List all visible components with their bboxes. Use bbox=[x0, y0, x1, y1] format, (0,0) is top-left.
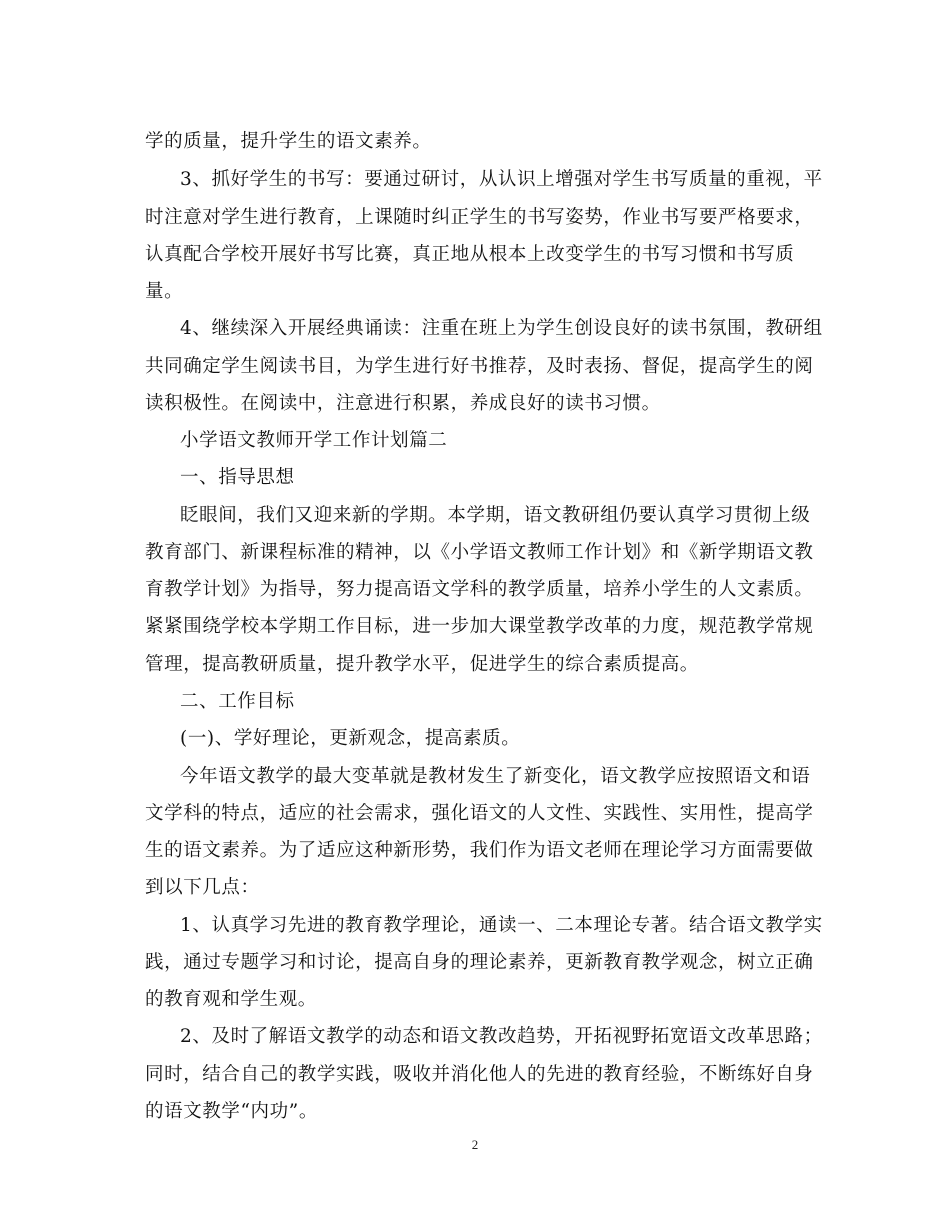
page-number: 2 bbox=[471, 1137, 479, 1152]
heading-guiding-thought: 一、指导思想 bbox=[180, 467, 295, 488]
paragraph-line: 1、认真学习先进的教育教学理论，通读一、二本理论专著。结合语文教学实 bbox=[180, 915, 823, 936]
text-line: 的语文教学“内功”。 bbox=[145, 1101, 318, 1122]
text-line: 读积极性。在阅读中，注意进行积累，养成良好的读书习惯。 bbox=[145, 393, 661, 414]
paragraph-line: 今年语文教学的最大变革就是教材发生了新变化，语文教学应按照语文和语 bbox=[180, 766, 811, 787]
paragraph-line: 2、及时了解语文教学的动态和语文教改趋势，开拓视野拓宽语文改革思路； bbox=[180, 1026, 823, 1047]
heading-work-goals: 二、工作目标 bbox=[180, 691, 295, 712]
text-line: 紧紧围绕学校本学期工作目标，进一步加大课堂教学改革的力度，规范教学常规 bbox=[145, 616, 814, 637]
text-line: 践，通过专题学习和讨论，提高自身的理论素养，更新教育教学观念，树立正确 bbox=[145, 952, 814, 973]
text-line: 教育部门、新课程标准的精神，以《小学语文教师工作计划》和《新学期语文教 bbox=[145, 542, 814, 563]
paragraph-line: 眨眼间，我们又迎来新的学期。本学期，语文教研组仍要认真学习贯彻上级 bbox=[180, 505, 811, 526]
text-line: 的教育观和学生观。 bbox=[145, 989, 317, 1010]
text-line: 学的质量，提升学生的语文素养。 bbox=[145, 131, 432, 152]
subheading: (一)、学好理论，更新观念，提高素质。 bbox=[180, 728, 521, 749]
text-line: 量。 bbox=[145, 281, 184, 302]
text-line: 时注意对学生进行教育，上课随时纠正学生的书写姿势，作业书写要严格要求， bbox=[145, 207, 814, 228]
text-line: 到以下几点： bbox=[145, 877, 260, 898]
text-line: 认真配合学校开展好书写比赛，真正地从根本上改变学生的书写习惯和书写质 bbox=[145, 244, 795, 265]
text-line: 文学科的特点，适应的社会需求，强化语文的人文性、实践性、实用性，提高学 bbox=[145, 803, 814, 824]
paragraph-line: 4、继续深入开展经典诵读：注重在班上为学生创设良好的读书氛围，教研组 bbox=[180, 318, 823, 339]
text-line: 育教学计划》为指导，努力提高语文学科的教学质量，培养小学生的人文素质。 bbox=[145, 579, 814, 600]
paragraph-line: 3、抓好学生的书写：要通过研讨，从认识上增强对学生书写质量的重视，平 bbox=[180, 169, 823, 190]
text-line: 生的语文素养。为了适应这种新形势，我们作为语文老师在理论学习方面需要做 bbox=[145, 840, 814, 861]
text-line: 管理，提高教研质量，提升教学水平，促进学生的综合素质提高。 bbox=[145, 654, 699, 675]
text-line: 共同确定学生阅读书目，为学生进行好书推荐，及时表扬、督促，提高学生的阅 bbox=[145, 356, 814, 377]
text-line: 同时，结合自己的教学实践，吸收并消化他人的先进的教育经验，不断练好自身 bbox=[145, 1064, 814, 1085]
section-title: 小学语文教师开学工作计划篇二 bbox=[180, 430, 448, 451]
